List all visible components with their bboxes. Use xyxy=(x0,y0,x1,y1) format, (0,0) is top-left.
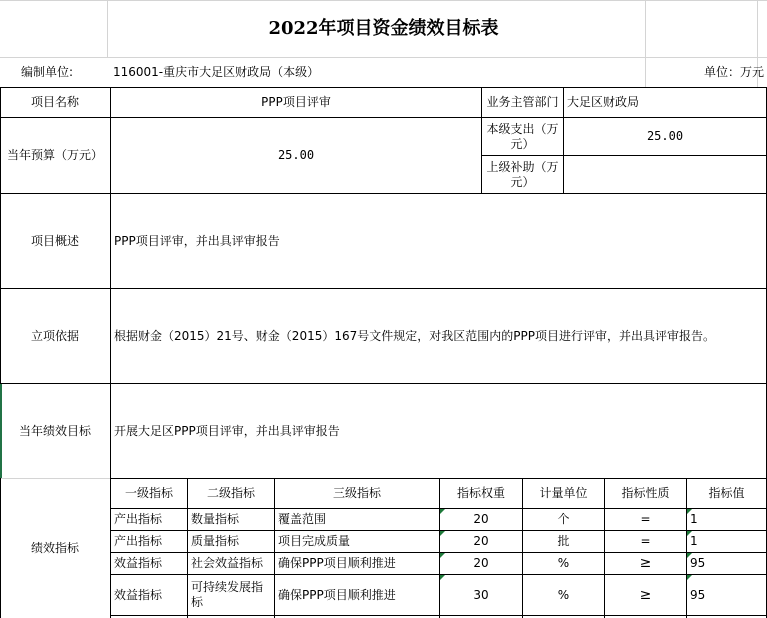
cell-marker-icon xyxy=(440,553,445,558)
budget-value[interactable]: 25.00 xyxy=(277,148,315,162)
upper-subsidy-label: 上级补助（万元） xyxy=(486,159,559,189)
cell-marker-icon xyxy=(687,575,692,580)
dept-label: 业务主管部门 xyxy=(486,95,559,109)
table-row-level3[interactable]: 确保PPP项目顺利推进 xyxy=(278,587,396,602)
table-row-level3[interactable]: 项目完成质量 xyxy=(278,534,351,548)
table-row-level3[interactable]: 确保PPP项目顺利推进 xyxy=(278,556,396,570)
table-row-level1[interactable]: 产出指标 xyxy=(114,534,163,548)
basis-label: 立项依据 xyxy=(30,328,79,343)
overview-label: 项目概述 xyxy=(30,233,79,248)
table-row-level2[interactable]: 数量指标 xyxy=(191,512,240,526)
table-row-weight[interactable]: 20 xyxy=(473,556,489,570)
upper-subsidy-value[interactable] xyxy=(564,156,766,193)
indicator-header: 指标权重 xyxy=(456,486,505,500)
table-row-nature[interactable]: ≥ xyxy=(639,586,652,603)
table-row-nature[interactable]: = xyxy=(640,512,651,526)
unit-value: 116001-重庆市大足区财政局（本级） xyxy=(113,65,320,79)
table-row-nature[interactable]: ≥ xyxy=(639,555,652,571)
indicator-header: 三级指标 xyxy=(332,486,381,500)
table-row-weight[interactable]: 20 xyxy=(473,534,489,548)
overview-value[interactable]: PPP项目评审，并出具评审报告 xyxy=(114,233,280,248)
indicator-header: 计量单位 xyxy=(539,486,588,500)
unit-label: 编制单位: xyxy=(21,65,74,79)
table-row-value[interactable]: 1 xyxy=(690,512,698,526)
table-row-unit[interactable]: 批 xyxy=(557,534,570,548)
goal-label: 当年绩效目标 xyxy=(18,423,91,438)
table-row-level1[interactable]: 效益指标 xyxy=(114,556,163,570)
table-row-value[interactable]: 1 xyxy=(690,534,698,548)
cell-marker-icon xyxy=(687,509,692,514)
table-row-level2[interactable]: 质量指标 xyxy=(191,534,240,548)
table-row-value[interactable]: 95 xyxy=(690,556,706,570)
table-row-value[interactable]: 95 xyxy=(690,587,706,602)
cell-marker-icon xyxy=(687,531,692,536)
table-row-weight[interactable]: 20 xyxy=(473,512,489,526)
table-row-nature[interactable]: = xyxy=(640,534,651,548)
table-row-level1[interactable]: 产出指标 xyxy=(114,512,163,526)
own-expense-value[interactable]: 25.00 xyxy=(646,129,684,143)
basis-value[interactable]: 根据财金（2015）21号、财金（2015）167号文件规定，对我区范围内的PPP项目进行评审，并出具评审报告。 xyxy=(114,328,715,343)
cell-marker-icon xyxy=(440,575,445,580)
currency-label: 单位：万元 xyxy=(703,65,764,79)
table-row-unit[interactable]: 个 xyxy=(557,512,570,526)
project-name-label: 项目名称 xyxy=(30,95,79,109)
table-row-weight[interactable]: 30 xyxy=(473,587,489,602)
table-row-unit[interactable]: % xyxy=(557,587,570,602)
table-row-level2[interactable]: 可持续发展指标 xyxy=(191,580,264,609)
cell-marker-icon xyxy=(440,509,445,514)
indicator-header: 一级指标 xyxy=(124,486,173,500)
indicator-header: 指标值 xyxy=(708,486,745,500)
goal-value[interactable]: 开展大足区PPP项目评审，并出具评审报告 xyxy=(114,423,340,438)
dept-value[interactable]: 大足区财政局 xyxy=(567,95,640,109)
project-name-value[interactable]: PPP项目评审 xyxy=(261,95,331,109)
table-row-level1[interactable]: 效益指标 xyxy=(114,587,163,602)
cell-marker-icon xyxy=(687,553,692,558)
table-row-level2[interactable]: 社会效益指标 xyxy=(191,556,264,570)
indicator-header: 指标性质 xyxy=(621,486,670,500)
table-row-unit[interactable]: % xyxy=(557,556,570,570)
budget-label: 当年预算（万元） xyxy=(6,148,103,162)
table-row-level3[interactable]: 覆盖范围 xyxy=(278,512,327,526)
indicator-header: 二级指标 xyxy=(206,486,255,500)
cell-marker-icon xyxy=(440,531,445,536)
indicators-label: 绩效指标 xyxy=(30,541,79,555)
page-title: 2022年项目资金绩效目标表 xyxy=(268,18,499,39)
own-expense-label: 本级支出（万元） xyxy=(486,121,559,151)
